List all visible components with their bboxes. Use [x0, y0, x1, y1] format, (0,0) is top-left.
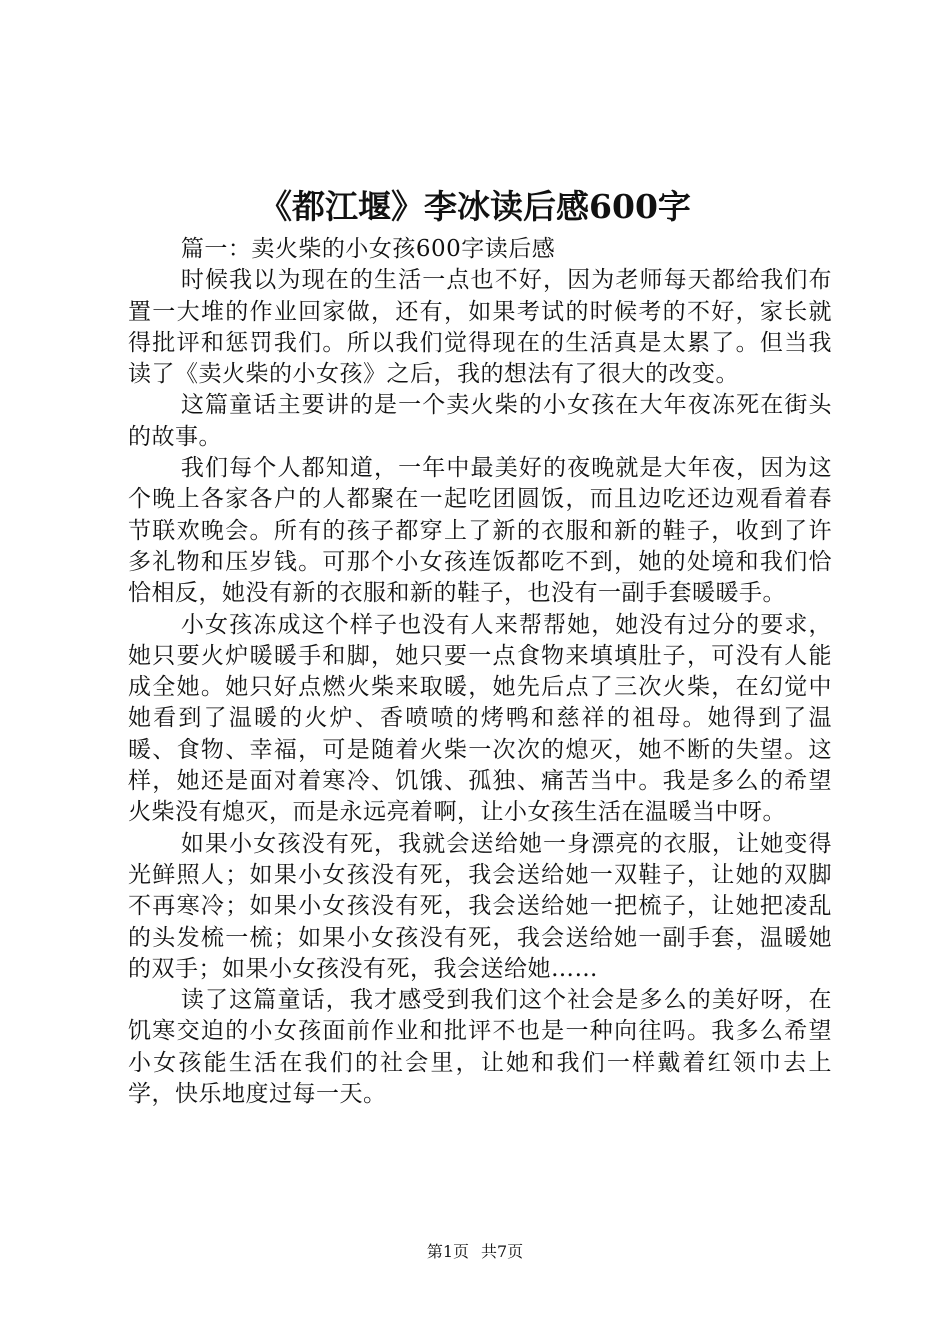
- page-footer: [0, 1240, 950, 1264]
- paragraph: 这篇童话主要讲的是一个卖火柴的小女孩在大年夜冻死在街头的故事。: [128, 392, 832, 450]
- paragraph: 如果小女孩没有死，我就会送给她一身漂亮的衣服，让她变得光鲜照人；如果小女孩没有死，我会送给她一双鞋子，让她的双脚不再寒冷；如果小女孩没有死，我会送给她一把梳子，让她把凌乱的头发梳一梳；如果小女孩没有死，我会送给她一副手套，温暖她的双手；如果小女孩没有死，我会送给她……: [128, 830, 832, 982]
- document-title: 《都江堰》李冰读后感600字: [259, 187, 691, 226]
- document-body: [128, 234, 832, 1110]
- page-total: 共7页: [481, 1242, 524, 1261]
- page-number: 第1页: [426, 1242, 469, 1261]
- paragraph: 小女孩冻成这个样子也没有人来帮帮她，她没有过分的要求，她只要火炉暖暖手和脚，她只要一点食物来填填肚子，可没有人能成全她。她只好点燃火柴来取暖，她先后点了三次火柴，在幻觉中她看到了温暖的火炉、香喷喷的烤鸭和慈祥的祖母。她得到了温暖、食物、幸福，可是随着火柴一次次的熄灭，她不断的失望。这样，她还是面对着寒冷、饥饿、孤独、痛苦当中。我是多么的希望火柴没有熄灭，而是永远亮着啊，让小女孩生活在温暖当中呀。: [128, 611, 832, 826]
- paragraph: 我们每个人都知道，一年中最美好的夜晚就是大年夜，因为这个晚上各家各户的人都聚在一起吃团圆饭，而且边吃还边观看着春节联欢晚会。所有的孩子都穿上了新的衣服和新的鞋子，收到了许多礼物和压岁钱。可那个小女孩连饭都吃不到，她的处境和我们恰恰相反，她没有新的衣服和新的鞋子，也没有一副手套暖暖手。: [128, 455, 832, 607]
- section-heading: 篇一：卖火柴的小女孩600字读后感: [180, 236, 556, 262]
- paragraph: 读了这篇童话，我才感受到我们这个社会是多么的美好呀，在饥寒交迫的小女孩面前作业和批评不也是一种向往吗。我多么希望小女孩能生活在我们的社会里，让她和我们一样戴着红领巾去上学，快乐地度过每一天。: [128, 987, 832, 1108]
- paragraph: 时候我以为现在的生活一点也不好，因为老师每天都给我们布置一大堆的作业回家做，还有，如果考试的时候考的不好，家长就得批评和惩罚我们。所以我们觉得现在的生活真是太累了。但当我读了《卖火柴的小女孩》之后，我的想法有了很大的改变。: [128, 267, 832, 388]
